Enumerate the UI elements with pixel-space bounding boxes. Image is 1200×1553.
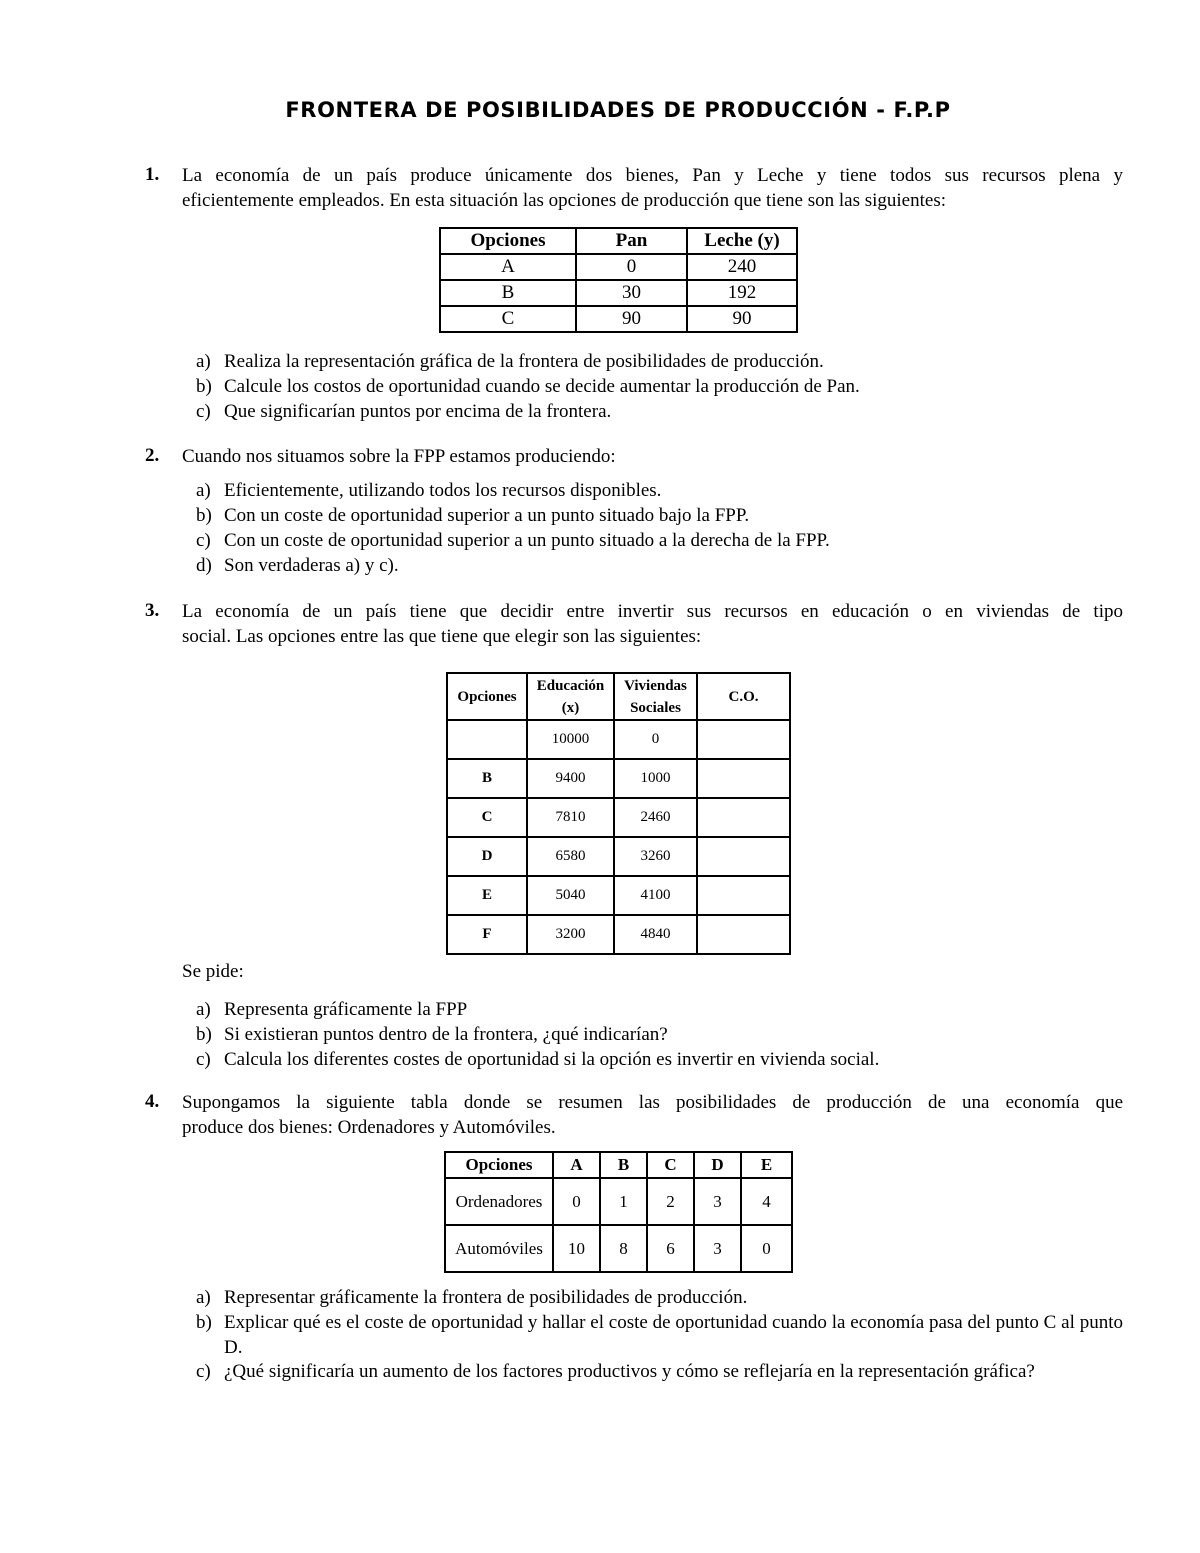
table-cell: 0 <box>576 254 687 280</box>
item-text: Son verdaderas a) y c). <box>224 555 399 576</box>
table-cell: 3200 <box>527 915 614 954</box>
question-3-number: 3. <box>145 600 160 621</box>
question-1-text-line-2: eficientemente empleados. En esta situación las opciones de producción que tiene son las siguientes: <box>182 190 946 211</box>
item-text: Con un coste de oportunidad superior a un punto situado bajo la FPP. <box>224 505 750 526</box>
table-cell: C <box>440 306 576 332</box>
table-cell: 1 <box>600 1178 647 1225</box>
table-header: A <box>553 1152 600 1178</box>
question-4-number: 4. <box>145 1091 160 1112</box>
item-text: Calcula los diferentes costes de oportunidad si la opción es invertir en vivienda social. <box>224 1049 880 1070</box>
item-label: b) <box>196 1024 212 1045</box>
table-cell <box>697 876 790 915</box>
table-cell: B <box>440 280 576 306</box>
table-cell <box>697 798 790 837</box>
item-label: d) <box>196 555 212 576</box>
table-header: Opciones <box>447 673 527 720</box>
table-cell: 10 <box>553 1225 600 1272</box>
table-header: Opciones <box>440 228 576 254</box>
table-header: Viviendas Sociales <box>614 673 697 720</box>
se-pide-text: Se pide: <box>182 961 244 982</box>
table-header: C <box>647 1152 694 1178</box>
question-3-text-line-1: La economía de un país tiene que decidir entre invertir sus recursos en educación o en viviendas de tipo <box>182 601 1123 622</box>
table-row <box>440 254 797 280</box>
table-header: E <box>741 1152 792 1178</box>
table-cell: D <box>447 837 527 876</box>
table-cell <box>697 837 790 876</box>
table-row <box>447 759 790 798</box>
table-header: Pan <box>576 228 687 254</box>
table-cell: 192 <box>687 280 797 306</box>
table-cell: 3 <box>694 1178 741 1225</box>
table-cell: Automóviles <box>445 1225 553 1272</box>
production-options-table-pan-leche <box>439 227 798 333</box>
table-cell: 8 <box>600 1225 647 1272</box>
table-cell <box>447 720 527 759</box>
table-cell: 2460 <box>614 798 697 837</box>
table-cell: 0 <box>741 1225 792 1272</box>
table-cell: 90 <box>576 306 687 332</box>
table-header: Opciones <box>445 1152 553 1178</box>
question-2-number: 2. <box>145 445 160 466</box>
item-text: Explicar qué es el coste de oportunidad y hallar el coste de oportunidad cuando la economía pasa del punto C al punto D. <box>224 1312 1123 1358</box>
table-row <box>447 720 790 759</box>
table-row <box>445 1178 792 1225</box>
question-4-text-line-1: Supongamos la siguiente tabla donde se resumen las posibilidades de producción de una economía que <box>182 1092 1123 1113</box>
item-label: a) <box>196 351 211 372</box>
table-cell: 0 <box>614 720 697 759</box>
table-cell <box>697 720 790 759</box>
table-cell: C <box>447 798 527 837</box>
table-cell: 1000 <box>614 759 697 798</box>
table-cell: 5040 <box>527 876 614 915</box>
question-1-text-line-1: La economía de un país produce únicamente dos bienes, Pan y Leche y tiene todos sus recursos plena y <box>182 165 1123 186</box>
table-cell: 3260 <box>614 837 697 876</box>
item-text: ¿Qué significaría un aumento de los factores productivos y cómo se reflejaría en la representación gráfica? <box>224 1361 1035 1382</box>
table-row <box>440 280 797 306</box>
table-row <box>447 876 790 915</box>
item-text: Representa gráficamente la FPP <box>224 999 468 1020</box>
production-options-table-computers-cars <box>444 1151 793 1273</box>
table-row <box>445 1225 792 1272</box>
table-header: Leche (y) <box>687 228 797 254</box>
item-label: c) <box>196 401 211 422</box>
table-row <box>447 798 790 837</box>
table-header: Educación (x) <box>527 673 614 720</box>
question-2-text: Cuando nos situamos sobre la FPP estamos produciendo: <box>182 446 616 467</box>
table-cell: 3 <box>694 1225 741 1272</box>
question-4-text-line-2: produce dos bienes: Ordenadores y Automóviles. <box>182 1117 556 1138</box>
table-row <box>447 915 790 954</box>
item-label: a) <box>196 480 211 501</box>
item-text: Eficientemente, utilizando todos los recursos disponibles. <box>224 480 662 501</box>
item-label: c) <box>196 1049 211 1070</box>
table-header: C.O. <box>697 673 790 720</box>
table-cell: 9400 <box>527 759 614 798</box>
item-label: b) <box>196 505 212 526</box>
table-cell: 4100 <box>614 876 697 915</box>
question-3-text-line-2: social. Las opciones entre las que tiene que elegir son las siguientes: <box>182 626 702 647</box>
table-cell: 6580 <box>527 837 614 876</box>
item-label: c) <box>196 530 211 551</box>
table-cell: F <box>447 915 527 954</box>
table-cell: 4840 <box>614 915 697 954</box>
table-header: B <box>600 1152 647 1178</box>
production-options-table-education-housing <box>446 672 791 955</box>
table-cell: 0 <box>553 1178 600 1225</box>
table-cell: 7810 <box>527 798 614 837</box>
item-text: Si existieran puntos dentro de la frontera, ¿qué indicarían? <box>224 1024 668 1045</box>
item-label: b) <box>196 1312 212 1333</box>
page-title: FRONTERA DE POSIBILIDADES DE PRODUCCIÓN - F.P.P <box>285 98 951 122</box>
table-row <box>447 837 790 876</box>
item-label: c) <box>196 1361 211 1382</box>
item-label: a) <box>196 999 211 1020</box>
item-label: a) <box>196 1287 211 1308</box>
table-cell: 4 <box>741 1178 792 1225</box>
item-text: Representar gráficamente la frontera de posibilidades de producción. <box>224 1287 748 1308</box>
table-cell <box>697 759 790 798</box>
table-row <box>440 306 797 332</box>
table-cell <box>697 915 790 954</box>
table-cell: Ordenadores <box>445 1178 553 1225</box>
item-label: b) <box>196 376 212 397</box>
table-cell: B <box>447 759 527 798</box>
table-cell: 30 <box>576 280 687 306</box>
table-header: D <box>694 1152 741 1178</box>
table-cell: A <box>440 254 576 280</box>
table-cell: 240 <box>687 254 797 280</box>
table-cell: E <box>447 876 527 915</box>
item-text: Con un coste de oportunidad superior a un punto situado a la derecha de la FPP. <box>224 530 830 551</box>
table-cell: 6 <box>647 1225 694 1272</box>
table-cell: 10000 <box>527 720 614 759</box>
table-cell: 2 <box>647 1178 694 1225</box>
question-1-number: 1. <box>145 164 160 185</box>
item-text: Realiza la representación gráfica de la frontera de posibilidades de producción. <box>224 351 824 372</box>
table-cell: 90 <box>687 306 797 332</box>
item-text: Calcule los costos de oportunidad cuando se decide aumentar la producción de Pan. <box>224 376 860 397</box>
item-text: Que significarían puntos por encima de la frontera. <box>224 401 612 422</box>
